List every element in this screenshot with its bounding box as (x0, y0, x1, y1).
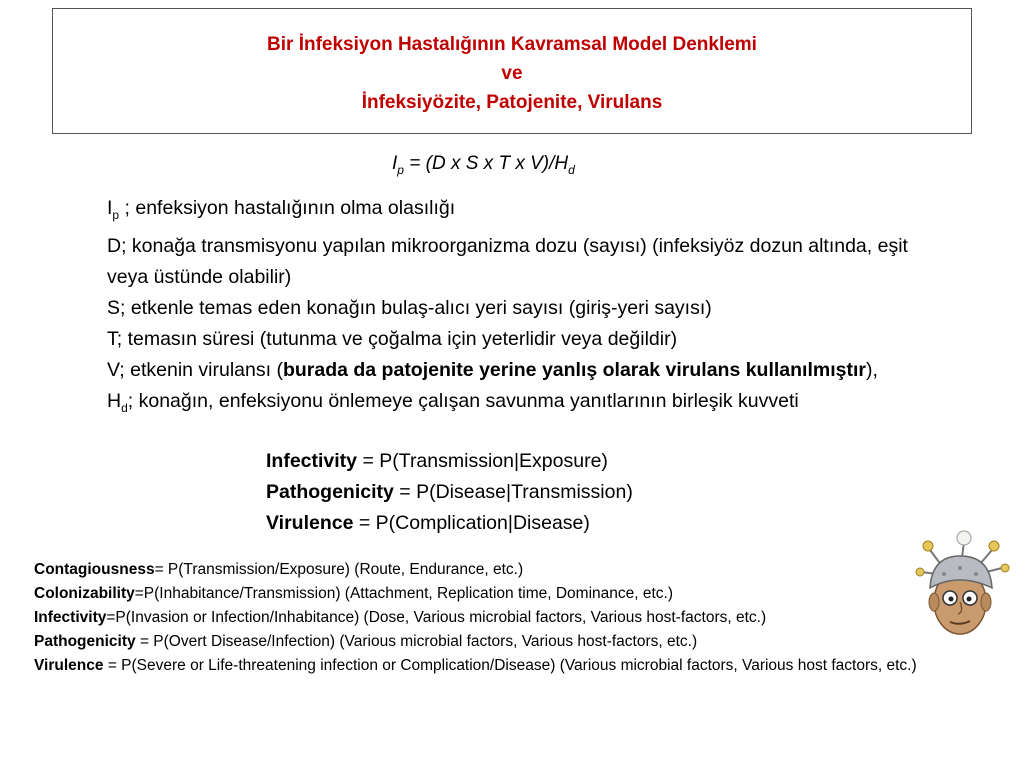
ext-term: Infectivity (34, 609, 107, 626)
ext-formula: =P(Invasion or Infection/Inhabitance) (Dose, Various microbial factors, Various host-factors, etc.) (106, 609, 767, 626)
ip-text: ; enfeksiyon hastalığının olma olasılığı (119, 197, 456, 219)
title-line-1: Bir İnfeksiyon Hastalığının Kavramsal Model Denklemi (267, 34, 757, 55)
prob-pathogenicity (266, 477, 633, 508)
v-suffix: ), (866, 358, 878, 381)
hd-letter: H (107, 389, 122, 412)
ext-pathogenicity (34, 630, 974, 654)
formula-h-sub: d (568, 162, 575, 177)
v-bold-note: burada da patojenite yerine yanlış olarak virulans kullanılmıştır (282, 358, 866, 381)
ext-virulence (34, 654, 974, 678)
hd-sub: d (121, 400, 128, 415)
title-box (52, 8, 972, 134)
ext-formula: = P(Transmission/Exposure) (Route, Endurance, etc.) (154, 561, 524, 578)
ext-term: Virulence (34, 657, 104, 674)
prob-term: Virulence (266, 512, 354, 534)
thinking-cap-character-icon (912, 528, 1012, 640)
definition-s: S; etkenle temas eden konağın bulaş-alıcı yeri sayısı (giriş-yeri sayısı) (107, 296, 712, 319)
ext-formula: = P(Severe or Life-threatening infection or Complication/Disease) (Various microbial factors, Various host factors, etc.) (103, 657, 917, 674)
prob-formula: = P(Complication|Disease) (353, 512, 590, 534)
ext-infectivity (34, 606, 974, 630)
probability-definitions (266, 446, 633, 539)
definition-ip (107, 193, 942, 231)
prob-infectivity (266, 446, 633, 477)
definition-v (107, 355, 942, 386)
ext-colonizability (34, 582, 974, 606)
v-prefix: V; etkenin virulansı ( (107, 358, 283, 381)
prob-term: Pathogenicity (266, 481, 394, 503)
formula-i: I (392, 153, 398, 174)
prob-virulence (266, 508, 633, 539)
title-line-3: İnfeksiyözite, Patojenite, Virulans (361, 92, 663, 113)
ext-term: Pathogenicity (34, 633, 136, 650)
hd-text: ; konağın, enfeksiyonu önlemeye çalışan savunma yanıtlarının birleşik kuvveti (127, 389, 799, 412)
ip-sub: p (112, 207, 120, 222)
extended-definitions (34, 558, 974, 678)
definitions-list (107, 193, 942, 424)
ext-formula: = P(Overt Disease/Infection) (Various microbial factors, Various host-factors, etc.) (135, 633, 698, 650)
ext-term: Contagiousness (34, 561, 155, 578)
ext-contagiousness (34, 558, 974, 582)
model-formula (392, 153, 575, 177)
title-line-2: ve (501, 63, 523, 84)
definition-d: D; konağa transmisyonu yapılan mikroorganizma dozu (sayısı) (infeksiyöz dozun altında, eşit veya üstünde olabilir) (107, 234, 908, 288)
prob-term: Infectivity (266, 450, 358, 472)
ext-formula: =P(Inhabitance/Transmission) (Attachment, Replication time, Dominance, etc.) (134, 585, 674, 602)
prob-formula: = P(Disease|Transmission) (393, 481, 633, 503)
definition-t: T; temasın süresi (tutunma ve çoğalma için yeterlidir veya değildir) (107, 327, 678, 350)
definition-hd (107, 386, 942, 424)
prob-formula: = P(Transmission|Exposure) (357, 450, 608, 472)
ext-term: Colonizability (34, 585, 135, 602)
ip-letter: I (107, 197, 113, 219)
formula-i-sub: p (397, 162, 404, 177)
formula-body: = (D x S x T x V)/H (403, 153, 569, 174)
